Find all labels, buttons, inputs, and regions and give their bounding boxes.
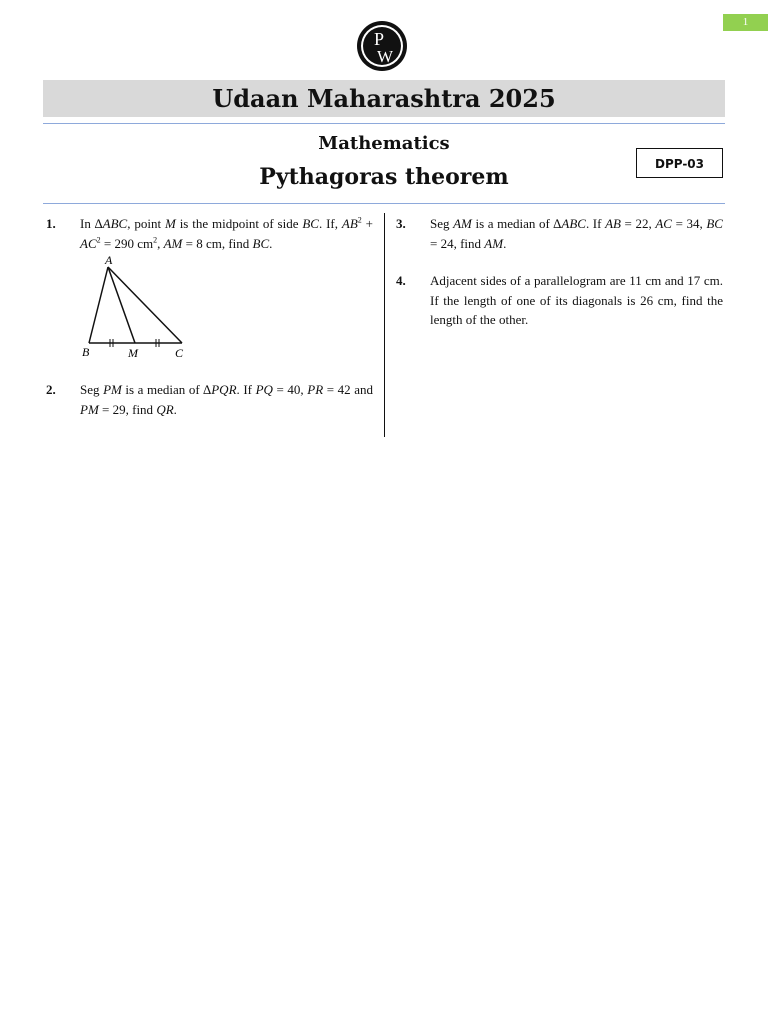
dpp-code-badge: DPP-03 [636, 148, 723, 178]
question-2-number: 2. [46, 382, 56, 397]
question-1-text: In ∆ABC, point M is the midpoint of side BC. If, $AB^2 + AC^2 = 290$ $cm^2$, AM = 8 cm, find BC. [80, 215, 373, 251]
document-title: Udaan Maharashtra 2025 [212, 84, 556, 113]
question-2-text: Seg PM is a median of ∆PQR. If PQ = 40, PR = 42 and PM = 29, find QR. [80, 382, 373, 417]
question-1-number: 1. [46, 216, 56, 231]
question-4-text: Adjacent sides of a parallelogram are 11 cm and 17 cm. If the length of one of its diagonals is 26 cm, find the length of the other. [430, 273, 723, 327]
vertex-label-a: A [105, 253, 113, 267]
triangle-abc-figure [78, 252, 190, 362]
pw-logo [356, 20, 408, 72]
subject-heading: Mathematics [318, 133, 450, 154]
topic-heading: Pythagoras theorem [259, 164, 509, 190]
side-ab [89, 267, 108, 343]
median-am [108, 267, 135, 343]
header-divider-bottom [43, 203, 725, 204]
title-band [43, 80, 725, 117]
question-4-number: 4. [396, 273, 406, 288]
page-number: 1 [723, 14, 768, 31]
vertex-label-m: M [128, 346, 138, 360]
vertex-label-b: B [82, 345, 90, 359]
column-divider [384, 213, 385, 437]
header-divider-top [43, 123, 725, 124]
side-ac [108, 267, 182, 343]
question-3-text: Seg AM is a median of ∆ABC. If AB = 22, AC = 34, BC = 24, find AM. [430, 216, 723, 251]
vertex-label-c: C [175, 346, 184, 360]
question-3-number: 3. [396, 216, 406, 231]
pw-logo-letter-p: P [373, 29, 385, 49]
pw-logo-letter-w: W [376, 47, 394, 66]
